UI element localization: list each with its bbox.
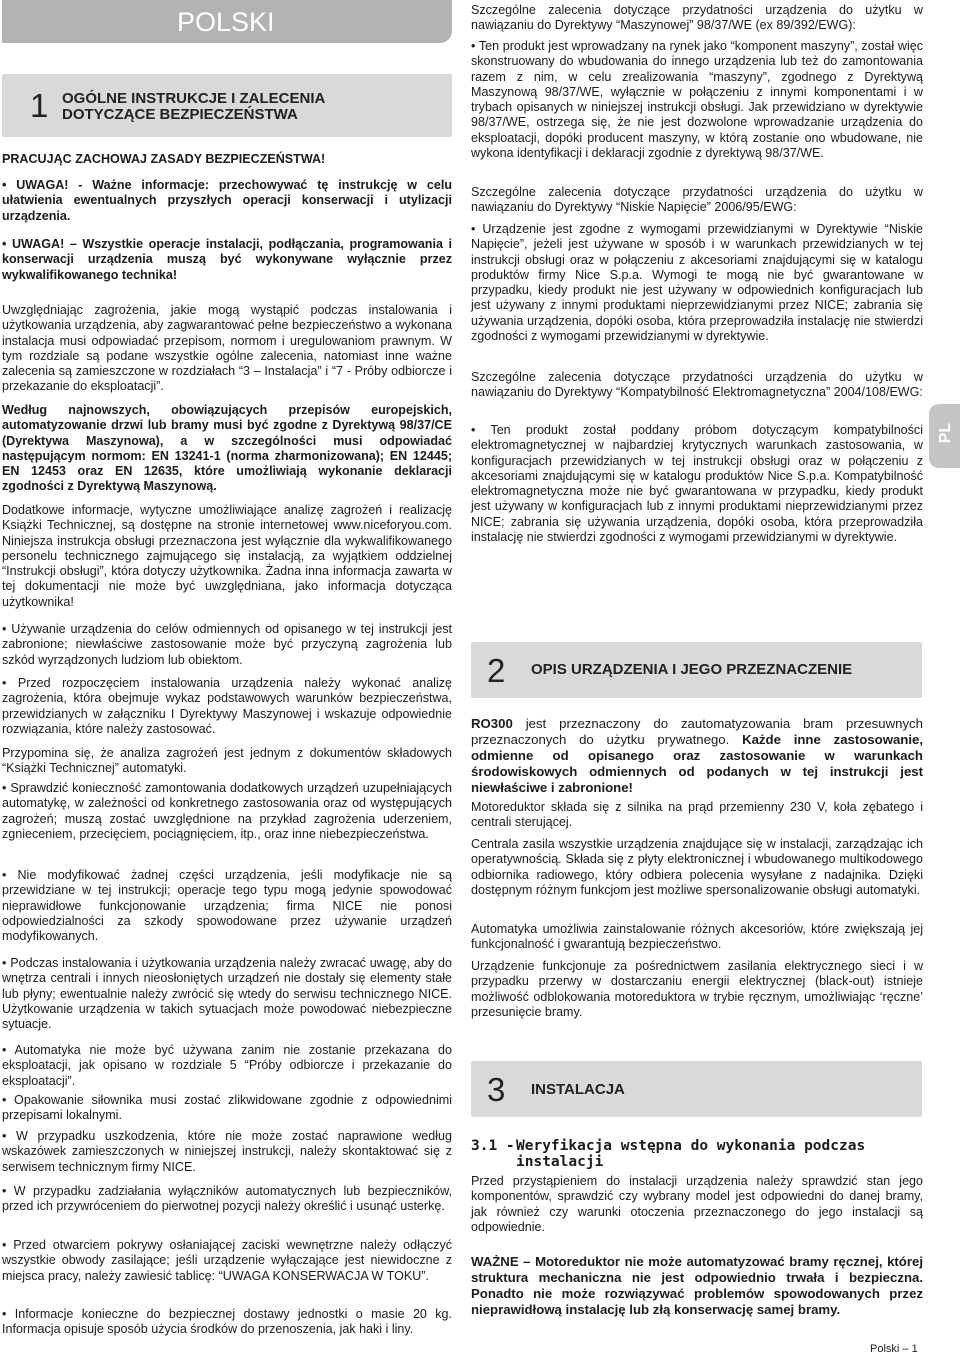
- language-side-tab: [929, 404, 960, 468]
- warning-2: • UWAGA! – Wszystkie operacje instalacji, podłączania, programowania i konserwacji urządzenia muszą być wykonywane wyłącznie przez wykwalifikowanego technika!: [2, 237, 452, 282]
- paragraph-power: Urządzenie funkcjonuje za pośrednictwem zasilania elektrycznego sieci i w przypadku przerwy w dostarczaniu energii elektrycznej (black-out) istnieje możliwość odblokowania motoreduktora w trybie ręcznym, umożliwiając ‘ręczne’ przesunięcie bramy.: [471, 959, 923, 1019]
- bullet-no-modify: • Nie modyfikować żadnej części urządzenia, jeśli modyfikacje nie są przewidziane w tej instrukcji; operacje tego typu mogą jedynie spowodować nieprawidłowe funkcjonowanie urządzenia; firma NICE nie ponosi odpowiedzialności za szkody spowodowane przez używanie urządzeń modyfikowanych.: [2, 868, 452, 944]
- bullet-fuses: • W przypadku zadziałania wyłączników automatycznych lub bezpieczników, przed ich przywróceniem do pierwotnej pozycji należy określić i usunąć usterkę.: [2, 1184, 452, 1214]
- section-2-header: [471, 642, 922, 698]
- bullet-additional-devices: • Sprawdzić konieczność zamontowania dodatkowych urządzeń uzupełniających automatykę, w zależności od konkretnego zastosowania oraz od występujących zagrożeń; muszą zostać uwzględnione na przykład zagrożenia uderzeniem, zgnieceniem, przecięciem, pociągnięciem, itp., oraz inne niebezpieczeństwa.: [2, 781, 452, 841]
- bullet-cover: • Przed otwarciem pokrywy osłaniającej zaciski wewnętrzne należy odłączyć wszystkie obwody zasilające; jeśli urządzenie wyłączające jest niewidoczne z miejsca pracy, należy zawiesić tablicę: “UWAGA KONSERWACJA W TOKU”.: [2, 1238, 452, 1283]
- section-3-header: [471, 1061, 922, 1117]
- paragraph-machinery-directive: Szczególne zalecenia dotyczące przydatności urządzenia do użytku w nawiązaniu do Dyrektywy “Maszynowej” 98/37/WE (ex 89/392/EWG):: [471, 3, 923, 33]
- paragraph-preliminary-check: Przed przystąpieniem do instalacji urządzenia należy sprawdzić stan jego komponentów, sprawdzić czy wybrany model jest odpowiedni do danej bramy, jak również czy warunki otoczenia przeznaczonego do jego instalacji są odpowiednie.: [471, 1174, 923, 1234]
- bullet-commissioning: • Automatyka nie może być używana zanim nie zostanie przekazana do eksploatacji, jak opisano w rozdziale 5 “Próby odbiorcze i przekazanie do eksploatacji”.: [2, 1043, 452, 1088]
- paragraph-low-voltage: Szczególne zalecenia dotyczące przydatności urządzenia do użytku w nawiązaniu do Dyrektywy “Niskie Napięcie” 2006/95/EWG:: [471, 185, 923, 215]
- subsection-3-1-title-line1: Weryfikacja wstępna do wykonania podczas: [516, 1138, 866, 1154]
- paragraph-risk-doc: Przypomina się, że analiza zagrożeń jest jednym z dokumentów składowych “Książki Technicznej” automatyki.: [2, 746, 452, 776]
- subsection-3-1-title-line2: instalacji: [516, 1154, 604, 1170]
- product-name: RO300: [471, 716, 513, 731]
- language-header-tab: [2, 0, 452, 43]
- section-2-number: 2: [487, 652, 506, 689]
- paragraph-risks: Uwzględniając zagrożenia, jakie mogą wystąpić podczas instalowania i użytkowania urządzenia, aby zagwarantować pełne bezpieczeństwo a wykonana instalacja musi odpowiadać przepisom, normom i uregulowaniom prawnym. W tym rozdziale są podane wszystkie ogólne zalecenia, natomiast inne ważne zalecenia są zamieszczone w rozdziałach “3 – Instalacja” i “7 - Próby odbiorcze i przekazanie do eksploatacji”.: [2, 303, 452, 394]
- paragraph-emc: Szczególne zalecenia dotyczące przydatności urządzenia do użytku w nawiązaniu do Dyrektywy “Kompatybilność Elektromagnetyczna” 2004/108/EWG:: [471, 370, 923, 400]
- safety-heading: PRACUJĄC ZACHOWAJ ZASADY BEZPIECZEŃSTWA!: [2, 152, 326, 166]
- section-1-header: [2, 74, 452, 137]
- paragraph-regulations: Według najnowszych, obowiązujących przepisów europejskich, automatyzowanie drzwi lub bramy musi być zgodne z Dyrektywą 98/37/CE (Dyrektywa Maszynowa), a w szczególności musi odpowiadać następującym normom: EN 13241-1 (norma zharmonizowana); EN 12445; EN 12453 oraz EN 12635, które umożliwiają wykonanie deklaracji zgodności z Dyrektywą Maszynową.: [2, 403, 452, 494]
- bullet-transport: • Informacje konieczne do bezpiecznej dostawy jednostki o masie 20 kg. Informacja opisuje sposób użycia środków do przenoszenia, jak haki i liny.: [2, 1307, 452, 1337]
- section-1-number: 1: [30, 87, 49, 124]
- warning-1: • UWAGA! - Ważne informacje: przechowywać tę instrukcję w celu ułatwienia ewentualnych przyszłych operacji konserwacji i utylizacji urządzenia.: [2, 178, 452, 223]
- section-1-title-line1: OGÓLNE INSTRUKCJE I ZALECENIA: [62, 90, 326, 107]
- section-1-title-line2: DOTYCZĄCE BEZPIECZEŃSTWA: [62, 106, 298, 123]
- paragraph-control-unit: Centrala zasila wszystkie urządzenia znajdujące się w instalacji, zarządzając ich operatywnością. Składa się z płyty elektronicznej i wbudowanego multikodowego odbiornika radiowego, który odbiera polecenia wysyłane z nadajnika. Dzięki dostępnym różnym funkcjom jest możliwe spersonalizowanie obsługi automatyki.: [471, 837, 923, 897]
- paragraph-ro300-text: jest przeznaczony do zautomatyzowania bram przesuwnych przeznaczonych do użytku prywatnego.: [471, 716, 923, 747]
- bullet-low-voltage: • Urządzenie jest zgodne z wymogami przewidzianymi w Dyrektywie “Niskie Napięcie”, jeżeli jest używane w sposób i w warunkach przewidzianych w tej instrukcji obsługi oraz w połączeniu z akcesoriami znajdującymi się w katalogu produktów firmy Nice S.p.a. Wymogi te mogą nie być gwarantowane w przypadku, kiedy produkt nie jest używany w odpowiednich konfiguracjach lub jest używany z innymi produktami nieprzewidzianymi przez NICE; zabrania się używania urządzenia, dopóki osoba, która przeprowadziła instalację nie stwierdzi zgodności z wymogami przewidzianymi w dyrektywie.: [471, 222, 923, 344]
- section-2-title: OPIS URZĄDZENIA I JEGO PRZEZNACZENIE: [531, 661, 853, 678]
- paragraph-important: WAŻNE – Motoreduktor nie może automatyzować bramy ręcznej, której struktura mechaniczna nie jest odpowiednio trwała i bezpieczna. Ponadto nie może rozwiązywać problemów spowodowanych przez nieprawidłową instalację lub złą konserwację samej bramy.: [471, 1254, 923, 1317]
- paragraph-accessories: Automatyka umożliwia zainstalowanie różnych akcesoriów, które zwiększają jej funkcjonalność i gwarantują bezpieczeństwo.: [471, 922, 923, 952]
- section-3-number: 3: [487, 1071, 506, 1108]
- bullet-emc: • Ten produkt został poddany próbom dotyczącym kompatybilności elektromagnetycznej w najbardziej krytycznych warunkach zastosowania, w konfiguracjach przewidzianych w tej instrukcji obsługi oraz w połączeniu z akcesoriami znajdującymi się w katalogu produktów Nice S.p.a. Kompatybilność elektromagnetyczna może nie być gwarantowana w przypadku, kiedy produkt jest używany w konfiguracjach lub z innymi produktami nieprzewidzianymi przez NICE; zabrania się używania urządzenia, dopóki osoba, która przeprowadziła instalację nie stwierdzi zgodności z wymogami przewidzianymi w dyrektywie.: [471, 423, 923, 545]
- bullet-machinery-component: • Ten produkt jest wprowadzany na rynek jako “komponent maszyny”, został więc skonstruowany do wbudowania do innego urządzenia lub też do zamontowania razem z nim, w celu zrealizowania “maszyny”, zgodnego z Dyrektywą Maszynową 98/37/WE, wyłącznie w połączeniu z innymi komponentami i w trybach opisanych w niniejszej instrukcji obsługi. Jak przewidziano w dyrektywie 98/37/WE, ostrzega się, że nie jest dozwolone wprowadzanie urządzenia do eksploatacji, dopóki producent maszyny, w którą zostanie ono wbudowane, nie wykona identyfikacji i deklaracji zgodnie z dyrektywą 98/37/WE.: [471, 39, 923, 161]
- paragraph-ro300: [471, 716, 923, 796]
- bullet-use: • Używanie urządzenia do celów odmiennych od opisanego w tej instrukcji jest zabronione; niewłaściwe zastosowanie może być przyczyną zagrożenia lub szkód wyrządzonych ludziom lub obiektom.: [2, 622, 452, 667]
- paragraph-ro300-warning: Każde inne zastosowanie, odmienne od opisanego oraz zastosowanie w warunkach środowiskowych odmiennych od podanych w tej instrukcji jest niewłaściwe i zabronione!: [471, 732, 924, 795]
- subsection-3-1-number: 3.1 -: [471, 1138, 515, 1154]
- paragraph-additional-info: Dodatkowe informacje, wytyczne umożliwiające analizę zagrożeń i realizację Książki Technicznej, są dostępne na stronie internetowej www.niceforyou.com. Niniejsza instrukcja obsługi przeznaczona jest wyłącznie dla wykwalifikowanego personelu technicznego zajmującego się instalacją, za wyjątkiem oddzielnej “Instrukcji obsługi”, która dotyczy użytkownika. Żadna inna informacja zawarta w tej dokumentacji nie może być uwzględniana, jako informacja dotycząca użytkownika!: [2, 503, 452, 609]
- page-footer: Polski – 1: [870, 1343, 918, 1355]
- language-label: POLSKI: [177, 7, 275, 37]
- bullet-damage: • W przypadku uszkodzenia, które nie może zostać naprawione według wskazówek zamieszczonych w niniejszej instrukcji, należy skontaktować się z serwisem technicznym firmy NICE.: [2, 1129, 452, 1174]
- section-3-title: INSTALACJA: [531, 1081, 625, 1098]
- language-side-label: PL: [937, 422, 954, 444]
- bullet-packaging: • Opakowanie siłownika musi zostać zlikwidowane zgodnie z odpowiednimi przepisami lokalnymi.: [2, 1093, 452, 1123]
- bullet-risk-analysis: • Przed rozpoczęciem instalowania urządzenia należy wykonać analizę zagrożenia, która obejmuje wykaz podstawowych warunków bezpieczeństwa, przewidzianych w załączniku I Dyrektywy Maszynowej i wskazuje odpowiednie rozwiązania, które należy zastosować.: [2, 676, 452, 736]
- paragraph-gearmotor: Motoreduktor składa się z silnika na prąd przemienny 230 V, koła zębatego i centrali sterującej.: [471, 800, 923, 830]
- bullet-liquids: • Podczas instalowania i użytkowania urządzenia należy zwracać uwagę, aby do wnętrza centrali i innych nieosłoniętych urządzeń nie dostały się elementy stałe lub płyny; ewentualnie należy zwrócić się wtedy do serwisu technicznego NICE. Użytkowanie urządzenia w takich sytuacjach może powodować niebezpieczne sytuacje.: [2, 956, 452, 1032]
